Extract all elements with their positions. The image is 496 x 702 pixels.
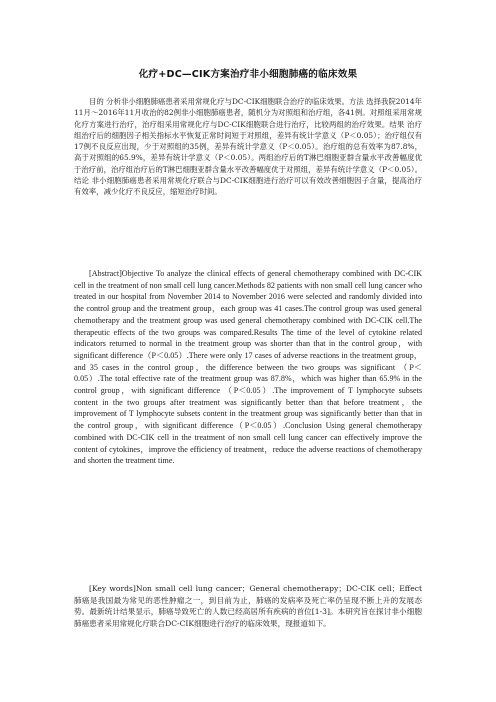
chinese-abstract: 目的 分析非小细胞肺癌患者采用常规化疗与DC-CIK细胞联合治疗的临床效果。方法 选择我院2014年11月～2016年11月收治的82例非小细胞肺癌患者，随机分为对照组和治疗组，各41例。对照组采用常规化疗方案进行治疗，治疗组采用常规化疗与DC-CIK细胞联合进行治疗，比较两组的治疗效果。结果 治疗组治疗后的细胞因子相关指标水平恢复正常时间短于对照组，差异有统计学意义（P＜0.05）；治疗组仅有17例不良反应出现，少于对照组的35例，差异有统计学意义（P＜0.05）。治疗组的总有效率为87.8%，高于对照组的65.9%，差异有统计学意义（P＜0.05）。两组治疗后的T淋巴细胞亚群含量水平改善幅度优于治疗前，治疗组治疗后的T淋巴细胞亚群含量水平改善幅度优于对照组，差异有统计学意义（P＜0.05）。结论 非小细胞肺癌患者采用常规化疗联合与DC-CIK细胞进行治疗可以有效改善细胞因子含量，提高治疗有效率，减少化疗不良反应，缩短治疗时间。 (74, 97, 422, 197)
article-title: 化疗+DC—CIK方案治疗非小细胞肺癌的临床效果 (138, 69, 358, 80)
keywords-and-introduction: [Key words]Non small cell lung cancer；General chemotherapy；DC-CIK cell；Effect肺癌是我国最为常见的恶性肿瘤之一，到目前为止，肺癌的发病率及死亡率仍呈现不断上升的发展态势。最新统计结果显示，肺癌导致死亡的人数已经高居所有疾病的首位[1-3]。本研究旨在探讨非小细胞肺癌患者采用常规化疗联合DC-CIK细胞进行治疗的临床效果，现报道如下。 (74, 584, 422, 628)
english-abstract: [Abstract]Objective To analyze the clinical effects of general chemotherapy combined with DC-CIK cell in the treatment of non small cell lung cancer.Methods 82 patients with non small cell lung cancer who treated in our hospital from November 2014 to November 2016 were selected and randomly divided into the control group and the treatment group，each group was 41 cases.The control group was used general chemotherapy and the treatment group was used general chemotherapy combined with DC-CIK cell.The therapeutic effects of the two groups was compared.Results The time of the level of cytokine related indicators returned to normal in the treatment group was shorter than that in the control group，with significant difference（P＜0.05）.There were only 17 cases of adverse reactions in the treatment group，and 35 cases in the control group，the difference between the two groups was significant （P＜0.05）.The total effective rate of the treatment group was 87.8%，which was higher than 65.9% in the control group，with significant difference （P＜0.05）.The improvement of T lymphocyte subsets content in the two groups after treatment was significantly better than that before treatment，the improvement of T lymphocyte subsets content in the treatment group was significantly better than that in the control group，with significant difference（P＜0.05）.Conclusion Using general chemotherapy combined with DC-CIK cell in the treatment of non small cell lung cancer can effectively improve the content of cytokines，improve the efficiency of treatment，reduce the adverse reactions of chemotherapy and shorten the treatment time. (74, 269, 422, 466)
